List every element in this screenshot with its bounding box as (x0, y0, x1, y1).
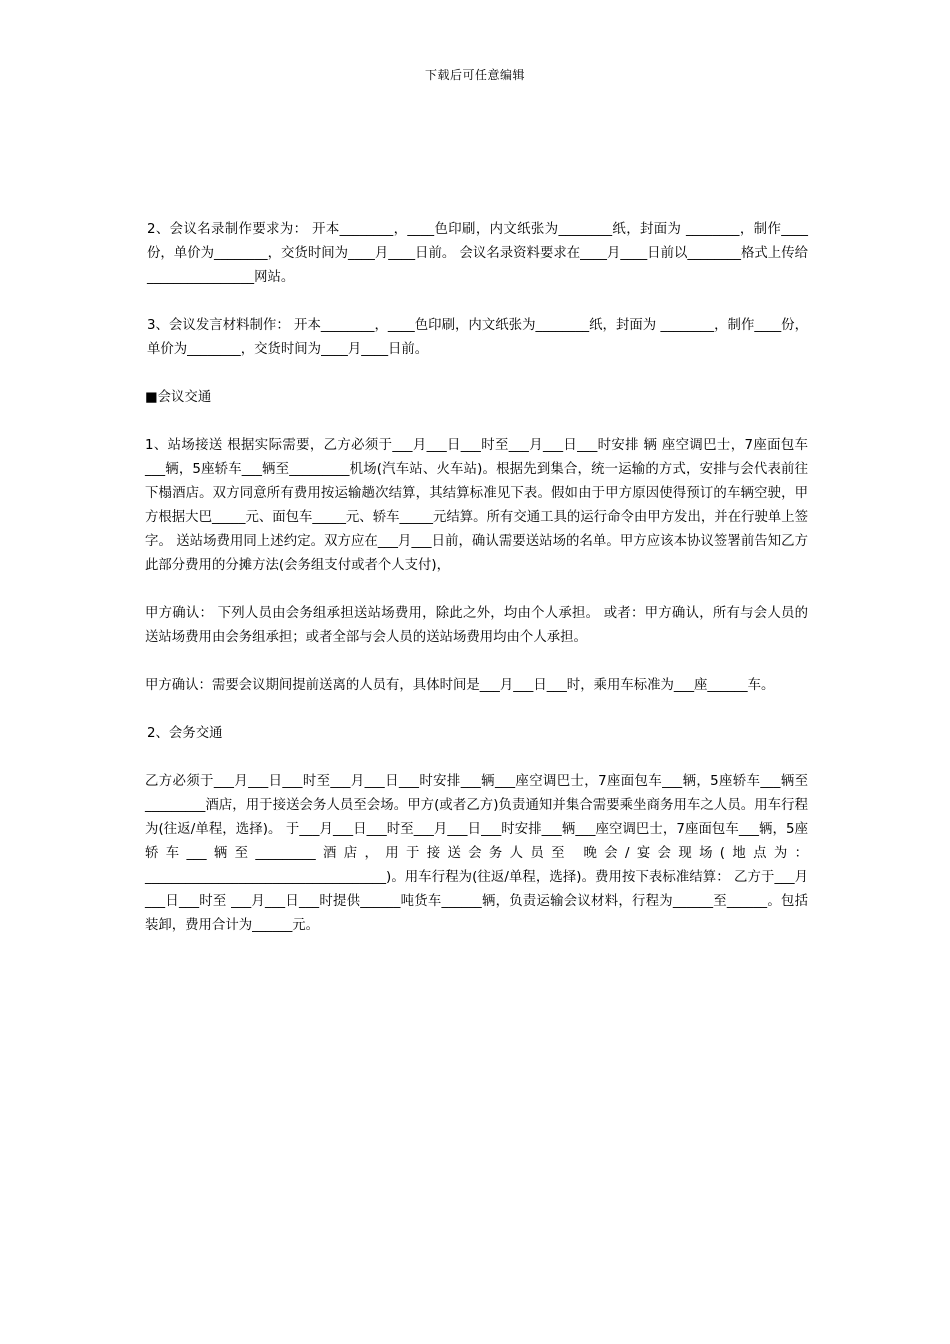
page-header: 下载后可任意编辑 (424, 68, 525, 82)
paragraph-directory-requirements: 2、会议名录制作要求为： 开本________，____色印刷，内文纸张为________纸，封面为 ________，制作____份，单价为________，交货时间为____月____日前。 会议名录资料要求在____月____日前以________格式上传给________________网站。 (147, 222, 808, 285)
document-body (145, 218, 808, 962)
paragraph-conference-transport: 乙方必须于___月___日___时至___月___日___时安排___辆___座空调巴士，7座面包车___辆，5座轿车___辆至_________酒店，用于接送会务人员至会场。甲方(或者乙方)负责通知并集合需要乘坐商务用车之人员。用车行程为(往返/单程，选择)。 于___月___日___时至___月___日___时安排___辆___座空调巴士，7座面包车___辆，5座轿车___辆至_________酒店，用于接送会务人员至 晚会/宴会现场(地点为：____________________________________)。用车行程为(往返/单程，选择)。费用按下表标准结算： 乙方于___月___日___时至 ___月___日___时提供______吨货车______辆，负责运输会议材料，行程为______至______。包括装卸，费用合计为______元。 (145, 774, 808, 933)
paragraph-speech-materials: 3、会议发言材料制作： 开本________，____色印刷，内文纸张为________纸，封面为 ________，制作____份，单价为________，交货时间为____月____日前。 (147, 318, 808, 357)
paragraph-station-pickup: 1、站场接送 根据实际需要，乙方必须于___月___日___时至___月___日___时安排 辆 座空调巴士，7座面包车___辆，5座轿车___辆至_________机场(汽车站、火车站)。根据先到集合，统一运输的方式，安排与会代表前往下榻酒店。双方同意所有费用按运输趟次结算，其结算标准见下表。假如由于甲方原因使得预订的车辆空驶，甲方根据大巴_____元、面包车_____元、轿车_____元结算。所有交通工具的运行命令由甲方发出，并在行驶单上签字。 送站场费用同上述约定。双方应在___月___日前，确认需要送站场的名单。甲方应该本协议签署前告知乙方此部分费用的分摊方法(会务组支付或者个人支付)， (145, 438, 808, 573)
paragraph-party-a-confirm-2: 甲方确认：需要会议期间提前送离的人员有，具体时间是___月___日___时，乘用车标准为___座______车。 (145, 678, 775, 693)
section-heading-transport: ■会议交通 (145, 390, 212, 405)
section-heading-conference-transport: 2、会务交通 (147, 726, 223, 741)
paragraph-party-a-confirm-1: 甲方确认： 下列人员由会务组承担送站场费用，除此之外，均由个人承担。 或者：甲方确认，所有与会人员的送站场费用由会务组承担；或者全部与会人员的送站场费用均由个人承担。 (145, 606, 808, 645)
